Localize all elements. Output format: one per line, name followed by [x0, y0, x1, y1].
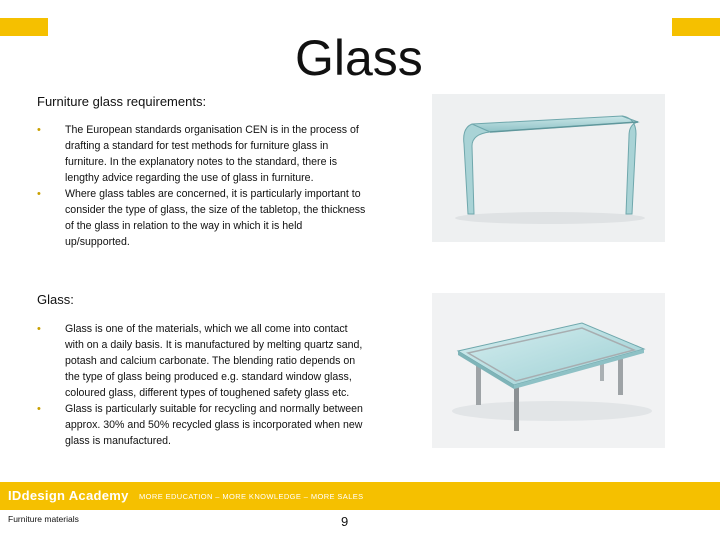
glass-coffee-table-icon: [432, 293, 665, 448]
brand-logo: IDdesign Academy: [8, 488, 129, 503]
bullet-icon: •: [37, 124, 41, 136]
slide-title: Glass: [295, 30, 423, 86]
brand-tagline: MORE EDUCATION – MORE KNOWLEDGE – MORE SALES: [139, 492, 364, 501]
corner-accent-right: [672, 18, 720, 36]
list-item: [37, 186, 367, 250]
page-number: 9: [341, 514, 349, 529]
glass-console-table-icon: [432, 94, 665, 242]
section-heading-requirements: Furniture glass requirements:: [37, 94, 207, 109]
footer-bar: [0, 482, 720, 510]
glass-coffee-table-photo: [432, 293, 665, 448]
bullet-text: Where glass tables are concerned, it is particularly important to consider the type of glass, the size of the tabletop, the thickness of the glass in relation to the way in which it is held up/supported.: [65, 188, 366, 248]
bullet-text: The European standards organisation CEN is in the process of drafting a standard for test methods for furniture glass in furniture. In the explanatory notes to the standard, there is lengthy advice regarding the use of glass in furniture.: [65, 124, 359, 184]
glass-console-table-photo: [432, 94, 665, 242]
list-item: [37, 122, 367, 186]
bullet-icon: •: [37, 323, 41, 335]
glass-bullet-list: [37, 321, 367, 449]
bullet-text: Glass is one of the materials, which we all come into contact with on a daily basis. It is manufactured by melting quartz sand, potash and calcium carbonate. The blending ratio depends on the type of glass being produced e.g. standard window glass, coloured glass, different types of toughened safety glass etc.: [65, 323, 363, 399]
bullet-icon: •: [37, 403, 41, 415]
corner-accent-left: [0, 18, 48, 36]
bullet-text: Glass is particularly suitable for recycling and normally between approx. 30% and 50% recycled glass is incorporated when new glass is manufactured.: [65, 403, 363, 447]
section-heading-glass: Glass:: [37, 292, 74, 307]
course-name: Furniture materials: [8, 514, 79, 524]
bullet-icon: •: [37, 188, 41, 200]
list-item: [37, 321, 367, 401]
requirements-bullet-list: [37, 122, 367, 250]
list-item: [37, 401, 367, 449]
